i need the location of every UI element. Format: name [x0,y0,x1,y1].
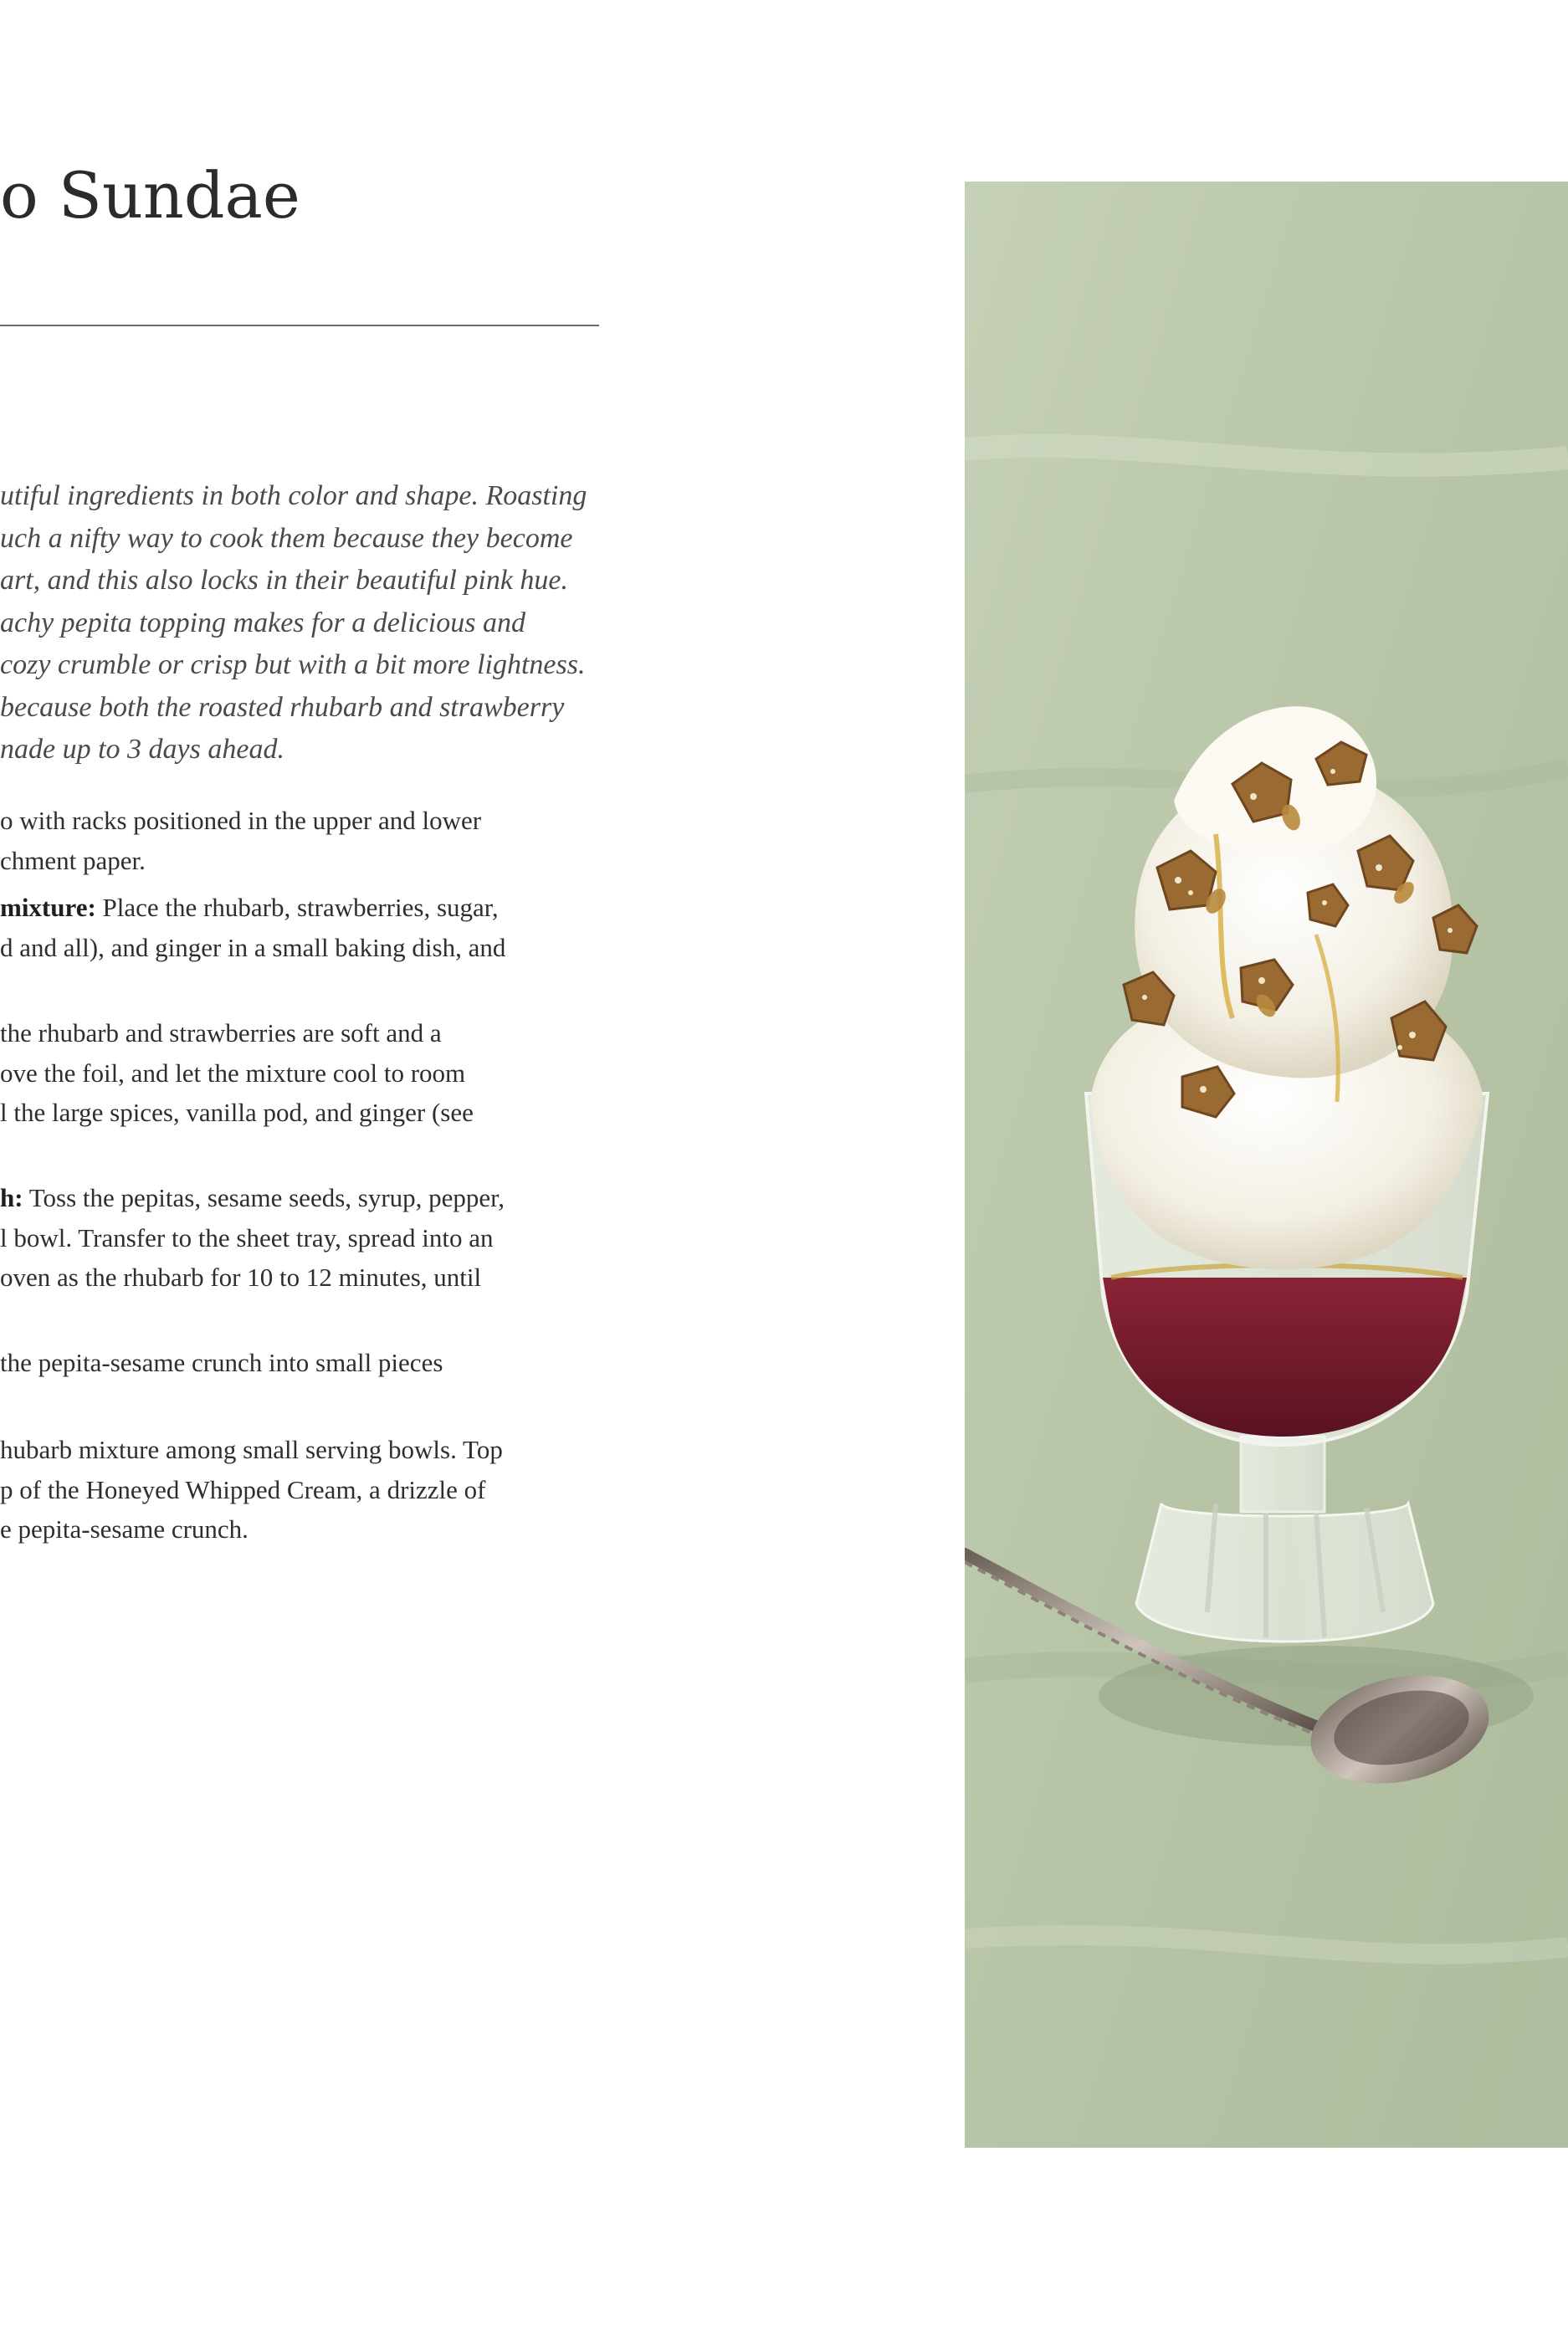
step-line: the rhubarb and strawberries are soft and a [0,1018,442,1048]
step-4 [0,1178,505,1298]
recipe-title: o Sundae [0,158,300,233]
headnote-line: nade up to 3 days ahead. [0,734,284,765]
step-line: l the large spices, vanilla pod, and ginger (see [0,1098,474,1127]
title-divider [0,325,599,326]
step-line: oven as the rhubarb for 10 to 12 minutes, until [0,1263,482,1292]
step-line: l bowl. Transfer to the sheet tray, spread into an [0,1222,494,1252]
step-2 [0,888,505,967]
headnote-line: uch a nifty way to cook them because they become [0,522,573,554]
step-6 [0,1430,503,1550]
sundae-illustration [965,182,1568,2148]
step-line: the pepita-sesame crunch into small pieces [0,1348,443,1377]
step-5 [0,1343,443,1383]
step-line: p of the Honeyed Whipped Cream, a drizzle of [0,1474,486,1504]
recipe-headnote [0,475,602,771]
step-3 [0,1013,474,1133]
headnote-line: art, and this also locks in their beautiful pink hue. [0,565,569,596]
step-line: ove the foil, and let the mixture cool to room [0,1058,466,1088]
sundae-photo [965,182,1568,2148]
step-line: mixture: Place the rhubarb, strawberries, sugar, [0,893,499,922]
headnote-line: utiful ingredients in both color and shape. Roasting [0,480,587,511]
headnote-line: achy pepita topping makes for a delicious and [0,607,525,638]
step-line: hubarb mixture among small serving bowls. Top [0,1435,503,1464]
headnote-line: cozy crumble or crisp but with a bit more lightness. [0,649,586,680]
step-line: h: Toss the pepitas, sesame seeds, syrup, pepper, [0,1183,505,1212]
step-line: d and all), and ginger in a small baking dish, and [0,932,506,962]
step-1 [0,801,481,880]
headnote-line: because both the roasted rhubarb and strawberry [0,691,565,723]
step-line: chment paper. [0,845,146,875]
step-line: e pepita-sesame crunch. [0,1514,249,1544]
step-line: o with racks positioned in the upper and lower [0,806,482,835]
